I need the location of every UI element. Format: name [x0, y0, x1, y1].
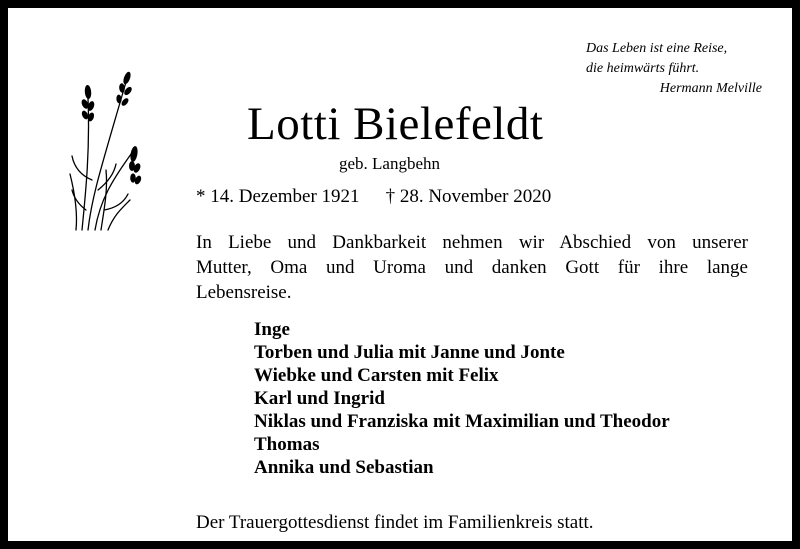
mourners-list: [254, 318, 670, 479]
service-note: Der Trauergottesdienst findet im Familienkreis statt.: [196, 512, 594, 533]
farewell-line: Mutter, Oma und Uroma und danken Gott für ihre lange: [196, 257, 748, 278]
wheat-icon: [68, 70, 146, 232]
quote-author: Hermann Melville: [659, 81, 762, 96]
mourner-entry: Inge: [254, 319, 290, 340]
farewell-message: [196, 230, 748, 305]
deceased-name: Lotti Bielefeldt: [247, 98, 544, 150]
mourner-entry: Annika und Sebastian: [254, 457, 434, 478]
farewell-line: In Liebe und Dankbarkeit nehmen wir Abschied von unserer: [196, 232, 748, 253]
death-date: † 28. November 2020: [385, 186, 552, 207]
mourner-entry: Torben und Julia mit Janne und Jonte: [254, 342, 565, 363]
maiden-name: geb. Langbehn: [339, 154, 441, 173]
life-dates: [196, 185, 551, 209]
mourner-entry: Wiebke und Carsten mit Felix: [254, 365, 499, 386]
mourner-entry: Karl und Ingrid: [254, 388, 385, 409]
farewell-line: Lebensreise.: [196, 282, 292, 303]
mourner-entry: Thomas: [254, 434, 320, 455]
memorial-quote: [532, 39, 762, 99]
mourner-entry: Niklas und Franziska mit Maximilian und Theodor: [254, 411, 670, 432]
birth-date: * 14. Dezember 1921: [196, 186, 360, 207]
quote-line-2: die heimwärts führt.: [586, 61, 700, 76]
quote-line-1: Das Leben ist eine Reise,: [586, 41, 728, 56]
